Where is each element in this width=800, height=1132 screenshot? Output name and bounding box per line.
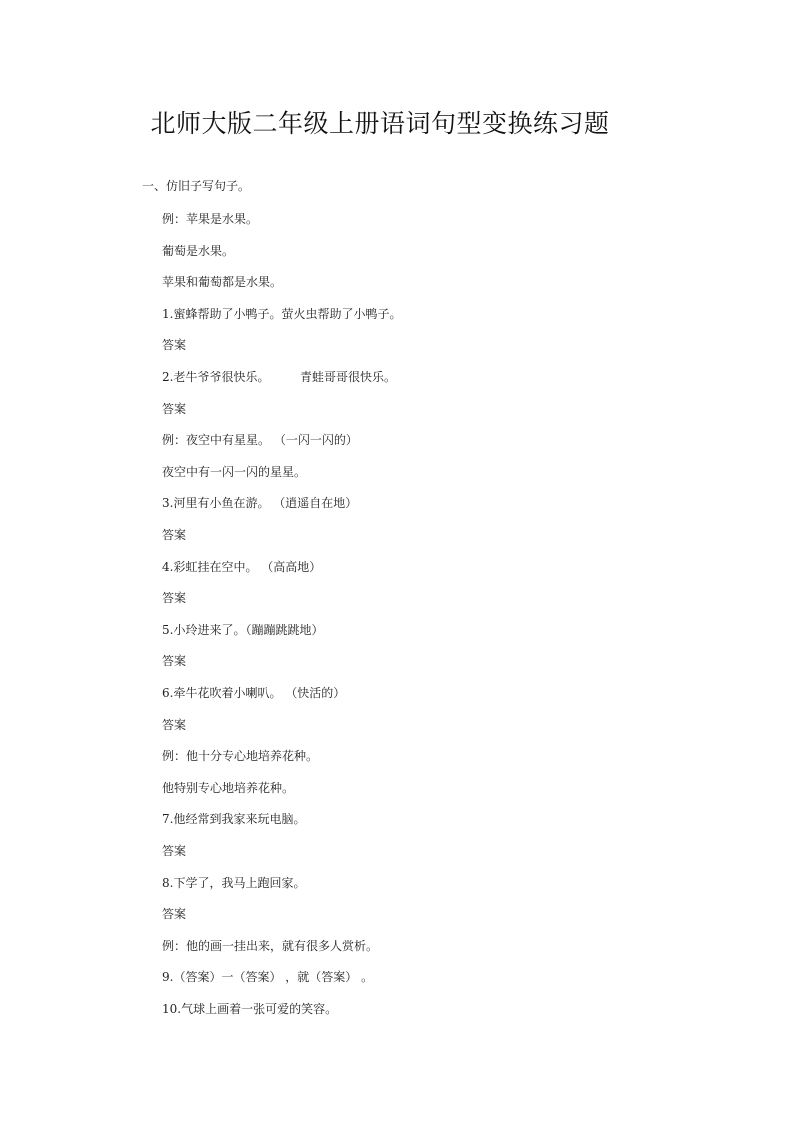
document-title: 北师大版二年级上册语词句型变换练习题 (150, 109, 610, 138)
exercise-line: 9.（答案）一（答案） ，就（答案） 。 (162, 970, 374, 984)
answer-label: 答案 (162, 718, 187, 732)
exercise-line: 例：苹果是水果。 (162, 212, 259, 226)
exercise-line: 1.蜜蜂帮助了小鸭子。萤火虫帮助了小鸭子。 (162, 307, 402, 321)
answer-label: 答案 (162, 591, 187, 605)
exercise-line: 苹果和葡萄都是水果。 (162, 275, 283, 289)
exercise-line: 5.小玲进来了。（蹦蹦跳跳地） (162, 623, 324, 637)
section-heading: 一、仿旧子写句子。 (142, 179, 251, 193)
exercise-line: 10.气球上画着一张可爱的笑容。 (162, 1002, 338, 1016)
exercise-line: 他特别专心地培养花种。 (162, 781, 295, 795)
exercise-line: 例：夜空中有星星。 （一闪一闪的） (162, 433, 358, 447)
exercise-line: 7.他经常到我家来玩电脑。 (162, 812, 306, 826)
exercise-line: 葡萄是水果。 (162, 244, 235, 258)
exercise-line: 8.下学了，我马上跑回家。 (162, 876, 306, 890)
answer-label: 答案 (162, 402, 187, 416)
exercise-line: 例：他的画一挂出来，就有很多人赏析。 (162, 939, 379, 953)
exercise-line: 4.彩虹挂在空中。 （高高地） (162, 560, 322, 574)
answer-label: 答案 (162, 654, 187, 668)
answer-label: 答案 (162, 844, 187, 858)
exercise-line: 3.河里有小鱼在游。 （逍遥自在地） (162, 496, 358, 510)
answer-label: 答案 (162, 907, 187, 921)
exercise-line: 夜空中有一闪一闪的星星。 (162, 465, 307, 479)
exercise-line: 2.老牛爷爷很快乐。 青蛙哥哥很快乐。 (162, 370, 396, 384)
answer-label: 答案 (162, 338, 187, 352)
exercise-line: 6.牵牛花吹着小喇叭。 （快活的） (162, 686, 346, 700)
exercise-line: 例：他十分专心地培养花种。 (162, 749, 319, 763)
answer-label: 答案 (162, 528, 187, 542)
